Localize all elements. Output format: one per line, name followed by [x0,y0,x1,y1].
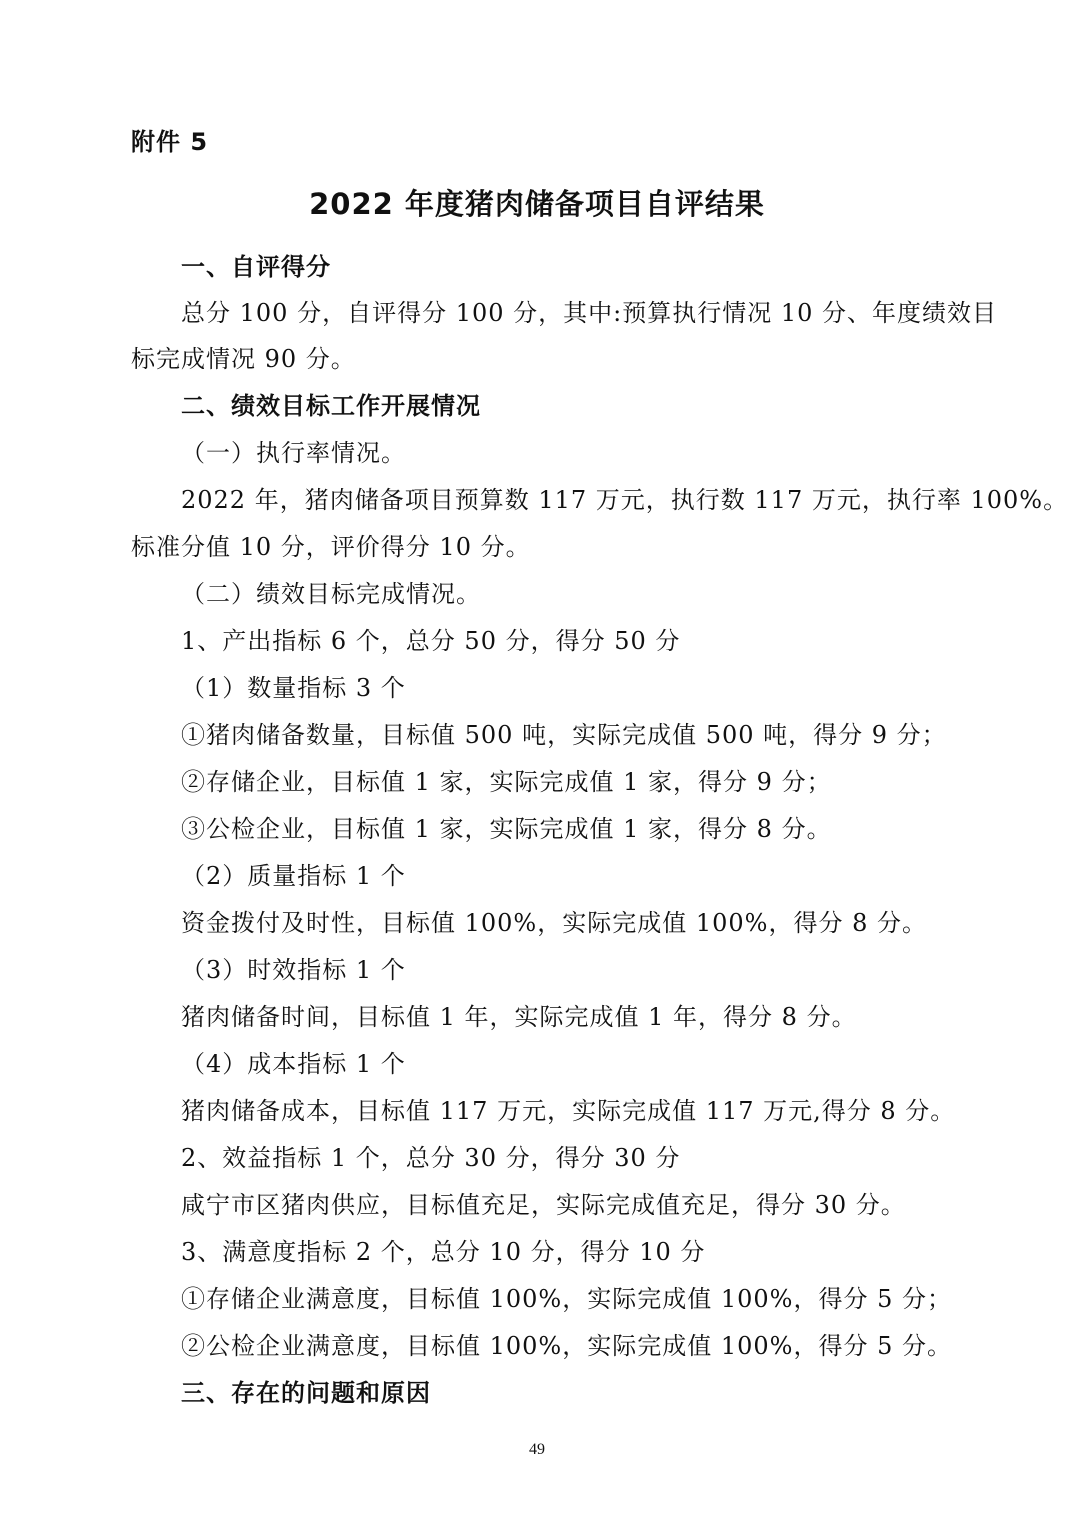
benefit-indicator-heading: 2、效益指标 1 个，总分 30 分，得分 30 分 [181,1144,681,1172]
list-item: 猪肉储备时间，目标值 1 年，实际完成值 1 年，得分 8 分。 [181,1003,857,1031]
cost-indicator-heading: （4）成本指标 1 个 [181,1050,406,1078]
paragraph-line: 总分 100 分，自评得分 100 分，其中:预算执行情况 10 分、年度绩效目 [181,299,998,327]
document-title: 2022 年度猪肉储备项目自评结果 [309,187,765,221]
satisfaction-indicator-heading: 3、满意度指标 2 个，总分 10 分，得分 10 分 [181,1238,706,1266]
attachment-label: 附件 5 [131,128,209,156]
section-heading-problems: 三、存在的问题和原因 [181,1379,431,1407]
list-item: 资金拨付及时性，目标值 100%，实际完成值 100%，得分 8 分。 [181,909,928,937]
section-heading-self-score: 一、自评得分 [181,253,331,281]
list-item: ③公检企业，目标值 1 家，实际完成值 1 家，得分 8 分。 [181,815,832,843]
subheading-execution-rate: （一）执行率情况。 [181,439,406,467]
subheading-goal-completion: （二）绩效目标完成情况。 [181,580,481,608]
quality-indicator-heading: （2）质量指标 1 个 [181,862,406,890]
list-item: ②公检企业满意度，目标值 100%，实际完成值 100%，得分 5 分。 [181,1332,953,1360]
list-item: ②存储企业，目标值 1 家，实际完成值 1 家，得分 9 分； [181,768,832,796]
list-item: 咸宁市区猪肉供应，目标值充足，实际完成值充足，得分 30 分。 [181,1191,906,1219]
page-number: 49 [529,1441,545,1458]
list-item: ①存储企业满意度，目标值 100%，实际完成值 100%，得分 5 分； [181,1285,953,1313]
quantity-indicator-heading: （1）数量指标 3 个 [181,674,406,702]
list-item: ①猪肉储备数量，目标值 500 吨，实际完成值 500 吨，得分 9 分； [181,721,947,749]
output-indicator-heading: 1、产出指标 6 个，总分 50 分，得分 50 分 [181,627,681,655]
timeliness-indicator-heading: （3）时效指标 1 个 [181,956,406,984]
list-item: 猪肉储备成本，目标值 117 万元，实际完成值 117 万元,得分 8 分。 [181,1097,956,1125]
paragraph-line: 标完成情况 90 分。 [131,345,356,373]
paragraph-line: 标准分值 10 分，评价得分 10 分。 [131,533,531,561]
paragraph-line: 2022 年，猪肉储备项目预算数 117 万元，执行数 117 万元，执行率 100%。 [181,486,1069,514]
section-heading-performance: 二、绩效目标工作开展情况 [181,392,481,420]
